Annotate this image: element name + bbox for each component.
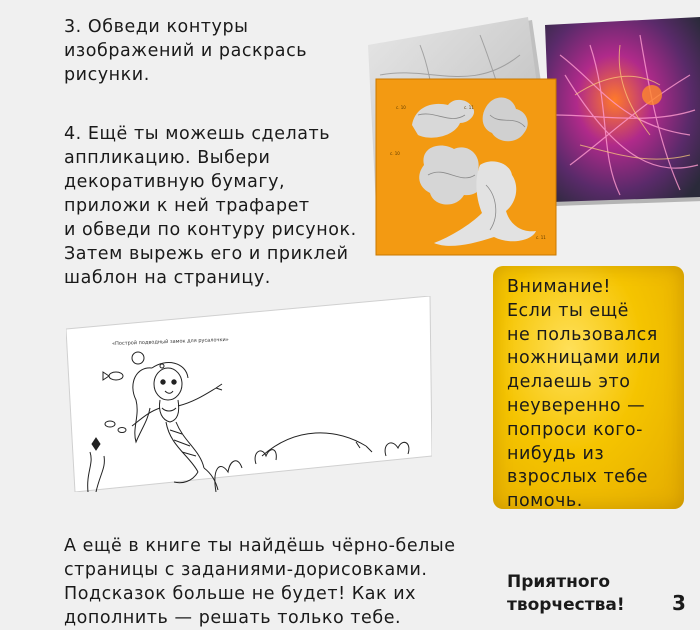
flower-photo [545, 17, 700, 202]
stencil-label: с. 11 [536, 235, 546, 240]
closing-text: Приятного творчества! [507, 572, 625, 615]
stencil-label: с. 10 [396, 105, 406, 110]
warning-note [493, 266, 684, 512]
stencil-label: с. 10 [390, 151, 400, 156]
step-4-text: 4. Ещё ты можешь сделать аппликацию. Выбери декоративную бумагу, приложи к ней трафарет и обведи по контуру рисунок. Затем вырежь его и приклей шаблон на страницу. [64, 124, 357, 288]
bottom-text: А ещё в книге ты найдёшь чёрно-белые страницы с заданиями-дорисовками. Подсказок больше не будет! Как их дополнить — решать только тебе. [64, 536, 456, 628]
warning-text: Внимание! Если ты ещё не пользовался ножницами или делаешь это неуверенно — попроси кого- нибудь из взрослых тебе помочь. [507, 277, 661, 512]
worksheet-title: «Построй подводный замок для русалочки» [111, 336, 229, 348]
stencil-label: с. 11 [464, 105, 474, 110]
worksheet-page [66, 296, 432, 492]
orange-stencil [376, 79, 556, 255]
decorative-paper-illustration [360, 15, 700, 265]
page-number: 3 [672, 591, 686, 615]
step-3-text: 3. Обведи контуры изображений и раскрась рисунки. [64, 17, 308, 85]
